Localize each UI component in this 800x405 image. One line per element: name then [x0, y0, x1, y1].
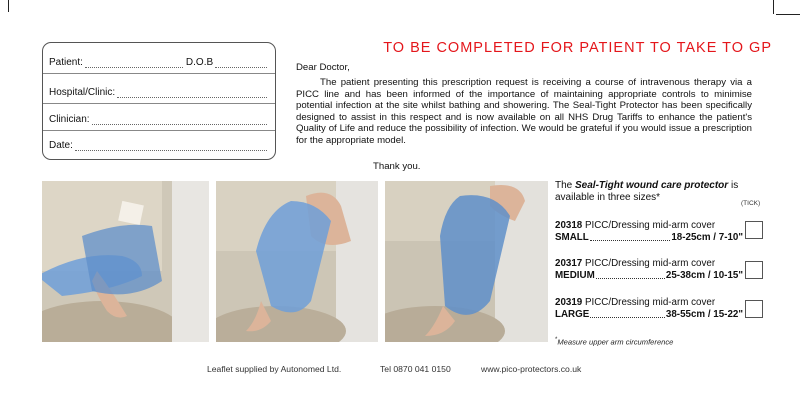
- dob-field[interactable]: [215, 59, 267, 68]
- letter-body: The patient presenting this prescription request is receiving a course of intravenous therapy via a PICC line and has been informed of the importance of maintaining appropriate controls to minimise potential infection at the site whilst bathing and showering. The Seal-Tight Protector has been specifically designed to assist in this respect and is now available on all NHS Drug Tariffs to enhance the patient's Quality of Life and reduce the possibility of infection. We would be grateful if you would issue a prescription for the appropriate model.: [296, 77, 752, 146]
- product-intro: [555, 180, 770, 204]
- date-row: [49, 140, 267, 151]
- size-code: 20318: [555, 220, 583, 231]
- letter-salutation: Dear Doctor,: [296, 62, 350, 73]
- size-option-small: [555, 220, 743, 244]
- hospital-row: [49, 87, 267, 98]
- size-large-checkbox[interactable]: [745, 300, 763, 318]
- size-name: MEDIUM: [555, 270, 595, 281]
- crop-mark-right-horizontal: [776, 14, 800, 15]
- date-label: Date:: [49, 140, 73, 151]
- patient-details-box: [42, 42, 276, 160]
- product-intro-suffix: is available in three sizes*: [555, 180, 739, 203]
- footer-website[interactable]: www.pico-protectors.co.uk: [481, 364, 582, 374]
- footer-phone: Tel 0870 041 0150: [380, 364, 451, 374]
- letter-closing: Thank you.: [373, 161, 421, 172]
- photo-arm-cover-fitted: [385, 181, 548, 342]
- size-range: 18-25cm / 7-10": [671, 232, 743, 243]
- size-option-large: [555, 297, 743, 321]
- measure-note: [555, 337, 673, 347]
- clinician-row: [49, 114, 267, 125]
- dob-label: D.O.B: [185, 57, 214, 68]
- crop-mark-left: [8, 0, 9, 12]
- size-name: SMALL: [555, 232, 589, 243]
- size-option-medium: [555, 258, 743, 282]
- hospital-label: Hospital/Clinic:: [49, 87, 116, 98]
- measure-note-text: Measure upper arm circumference: [557, 337, 674, 347]
- crop-mark-right: [773, 0, 774, 14]
- clinician-field[interactable]: [92, 116, 267, 125]
- size-range: 38-55cm / 15-22": [665, 309, 743, 320]
- photo-arm-cover-pulling: [216, 181, 378, 342]
- footer-supplier: Leaflet supplied by Autonomed Ltd.: [207, 364, 342, 374]
- size-code: 20319: [555, 297, 583, 308]
- box-divider: [43, 130, 275, 131]
- size-range: 25-38cm / 10-15": [665, 270, 743, 281]
- date-field[interactable]: [75, 142, 267, 151]
- box-divider: [43, 103, 275, 104]
- size-code: 20317: [555, 258, 583, 269]
- photo-arm-cover-applying: [42, 181, 209, 342]
- patient-label: Patient:: [49, 57, 83, 68]
- clinician-label: Clinician:: [49, 114, 90, 125]
- tick-label: (TICK): [741, 200, 761, 207]
- size-description: PICC/Dressing mid-arm cover: [582, 220, 716, 231]
- size-name: LARGE: [555, 309, 590, 320]
- box-divider: [43, 73, 275, 74]
- size-medium-checkbox[interactable]: [745, 261, 763, 279]
- page-title: TO BE COMPLETED FOR PATIENT TO TAKE TO GP: [383, 40, 772, 56]
- product-intro-prefix: The: [555, 180, 576, 191]
- hospital-field[interactable]: [117, 89, 267, 98]
- measure-star: *: [555, 337, 558, 343]
- size-description: PICC/Dressing mid-arm cover: [582, 297, 716, 308]
- patient-row: [49, 57, 267, 68]
- size-description: PICC/Dressing mid-arm cover: [582, 258, 716, 269]
- product-brand: Seal-Tight wound care protector: [575, 180, 729, 191]
- size-small-checkbox[interactable]: [745, 221, 763, 239]
- patient-field[interactable]: [85, 59, 183, 68]
